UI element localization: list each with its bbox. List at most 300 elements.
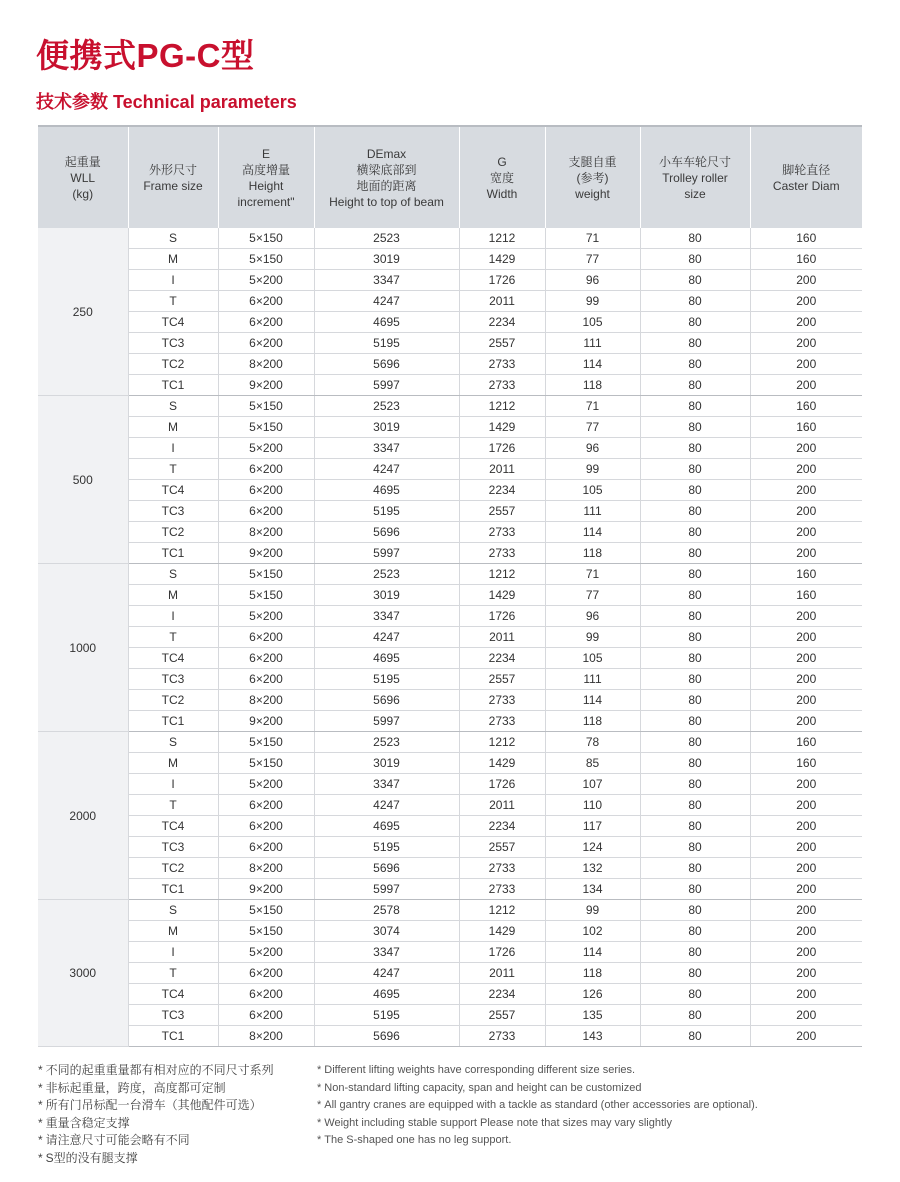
cell-weight: 118: [545, 963, 640, 984]
cell-weight: 77: [545, 585, 640, 606]
table-row: [38, 963, 862, 984]
cell-width: 2733: [459, 522, 545, 543]
cell-frame-size: I: [128, 270, 218, 291]
cell-weight: 85: [545, 753, 640, 774]
cell-frame-size: M: [128, 417, 218, 438]
cell-height-increment: 6×200: [218, 984, 314, 1005]
note-marker: *: [38, 1115, 43, 1130]
cell-demax: 5997: [314, 879, 459, 900]
cell-height-increment: 6×200: [218, 501, 314, 522]
cell-demax: 3019: [314, 753, 459, 774]
cell-trolley-roller: 80: [640, 816, 750, 837]
header-height-increment: [218, 126, 314, 228]
cell-caster-diam: 200: [750, 459, 862, 480]
cell-frame-size: TC2: [128, 690, 218, 711]
cell-trolley-roller: 80: [640, 627, 750, 648]
cell-caster-diam: 200: [750, 858, 862, 879]
cell-demax: 5696: [314, 1026, 459, 1047]
cell-frame-size: M: [128, 249, 218, 270]
table-row: [38, 774, 862, 795]
cell-weight: 135: [545, 1005, 640, 1026]
cell-height-increment: 5×150: [218, 249, 314, 270]
cell-height-increment: 5×150: [218, 753, 314, 774]
cell-caster-diam: 200: [750, 690, 862, 711]
cell-height-increment: 6×200: [218, 459, 314, 480]
cell-height-increment: 5×150: [218, 417, 314, 438]
cell-trolley-roller: 80: [640, 333, 750, 354]
cell-caster-diam: 200: [750, 438, 862, 459]
note-text: 所有门吊标配一台滑车（其他配件可选）: [45, 1098, 262, 1112]
cell-width: 1726: [459, 606, 545, 627]
cell-caster-diam: 160: [750, 417, 862, 438]
cell-weight: 117: [545, 816, 640, 837]
cell-frame-size: I: [128, 942, 218, 963]
table-row: [38, 417, 862, 438]
cell-demax: 4247: [314, 963, 459, 984]
table-row: [38, 648, 862, 669]
cell-weight: 77: [545, 417, 640, 438]
note-marker: *: [317, 1099, 322, 1111]
cell-caster-diam: 200: [750, 375, 862, 396]
table-row: [38, 837, 862, 858]
cell-frame-size: T: [128, 291, 218, 312]
cell-height-increment: 8×200: [218, 354, 314, 375]
cell-trolley-roller: 80: [640, 375, 750, 396]
header-line: E: [261, 146, 270, 161]
cell-caster-diam: 200: [750, 333, 862, 354]
cell-trolley-roller: 80: [640, 1005, 750, 1026]
table-row: [38, 942, 862, 963]
cell-width: 1726: [459, 438, 545, 459]
cell-frame-size: I: [128, 606, 218, 627]
table-header: [38, 126, 862, 228]
cell-caster-diam: 200: [750, 543, 862, 564]
cell-caster-diam: 200: [750, 942, 862, 963]
cell-trolley-roller: 80: [640, 606, 750, 627]
cell-width: 1429: [459, 921, 545, 942]
cell-wll: 3000: [38, 900, 128, 1047]
cell-trolley-roller: 80: [640, 564, 750, 585]
cell-width: 2733: [459, 543, 545, 564]
cell-height-increment: 5×150: [218, 228, 314, 249]
cell-frame-size: I: [128, 438, 218, 459]
note-marker: *: [317, 1064, 322, 1076]
cell-demax: 4695: [314, 480, 459, 501]
note-marker: *: [317, 1134, 322, 1146]
header-line: 起重量: [64, 154, 101, 169]
cell-weight: 114: [545, 942, 640, 963]
cell-demax: 2523: [314, 564, 459, 585]
table-row: [38, 900, 862, 921]
cell-demax: 3019: [314, 417, 459, 438]
cell-caster-diam: 200: [750, 606, 862, 627]
cell-frame-size: TC3: [128, 333, 218, 354]
cell-trolley-roller: 80: [640, 459, 750, 480]
cell-frame-size: S: [128, 900, 218, 921]
cell-caster-diam: 200: [750, 648, 862, 669]
cell-width: 1429: [459, 417, 545, 438]
cell-weight: 105: [545, 648, 640, 669]
note-marker: *: [317, 1081, 322, 1094]
header-line: Height to top of beam: [329, 194, 444, 209]
cell-width: 1212: [459, 564, 545, 585]
cell-height-increment: 5×150: [218, 396, 314, 417]
cell-weight: 96: [545, 438, 640, 459]
cell-width: 1726: [459, 774, 545, 795]
cell-width: 2557: [459, 669, 545, 690]
cell-caster-diam: 200: [750, 963, 862, 984]
cell-width: 1429: [459, 249, 545, 270]
cell-demax: 5997: [314, 543, 459, 564]
cell-width: 2011: [459, 459, 545, 480]
cell-weight: 118: [545, 543, 640, 564]
header-weight: [545, 126, 640, 228]
note-item: [38, 1132, 274, 1150]
header-line: 高度增量: [241, 162, 290, 177]
header-line: Trolley roller: [662, 170, 728, 185]
cell-trolley-roller: 80: [640, 354, 750, 375]
cell-trolley-roller: 80: [640, 1026, 750, 1047]
cell-caster-diam: 200: [750, 879, 862, 900]
table-body: [38, 228, 862, 1047]
cell-trolley-roller: 80: [640, 585, 750, 606]
cell-frame-size: T: [128, 627, 218, 648]
table-row: [38, 879, 862, 900]
cell-caster-diam: 160: [750, 249, 862, 270]
table-row: [38, 690, 862, 711]
cell-demax: 4695: [314, 816, 459, 837]
cell-trolley-roller: 80: [640, 921, 750, 942]
header-line: 宽度: [489, 170, 514, 185]
cell-weight: 102: [545, 921, 640, 942]
cell-weight: 77: [545, 249, 640, 270]
cell-demax: 5195: [314, 837, 459, 858]
table-row: [38, 1005, 862, 1026]
header-line: (kg): [72, 186, 94, 201]
header-line: Height: [248, 178, 284, 193]
cell-caster-diam: 200: [750, 354, 862, 375]
cell-height-increment: 9×200: [218, 879, 314, 900]
cell-demax: 3347: [314, 774, 459, 795]
cell-trolley-roller: 80: [640, 732, 750, 753]
header-line: G: [497, 154, 507, 169]
table-row: [38, 459, 862, 480]
header-trolley-roller-size: [640, 126, 750, 228]
cell-weight: 114: [545, 690, 640, 711]
cell-caster-diam: 200: [750, 837, 862, 858]
cell-width: 2011: [459, 627, 545, 648]
cell-height-increment: 8×200: [218, 858, 314, 879]
cell-demax: 5696: [314, 858, 459, 879]
table-row: [38, 270, 862, 291]
header-caster-diam: [750, 126, 862, 228]
cell-frame-size: TC4: [128, 480, 218, 501]
cell-trolley-roller: 80: [640, 291, 750, 312]
cell-trolley-roller: 80: [640, 228, 750, 249]
notes-chinese: [38, 1062, 274, 1167]
cell-width: 2234: [459, 480, 545, 501]
cell-width: 1726: [459, 942, 545, 963]
cell-frame-size: TC1: [128, 711, 218, 732]
cell-weight: 124: [545, 837, 640, 858]
cell-demax: 2578: [314, 900, 459, 921]
cell-caster-diam: 200: [750, 270, 862, 291]
cell-demax: 5195: [314, 501, 459, 522]
cell-caster-diam: 200: [750, 669, 862, 690]
cell-width: 1429: [459, 753, 545, 774]
header-line: 地面的距离: [356, 178, 417, 193]
header-row: [38, 126, 862, 228]
cell-width: 2557: [459, 333, 545, 354]
note-text: 不同的起重重量都有相对应的不同尺寸系列: [45, 1063, 274, 1077]
cell-caster-diam: 200: [750, 312, 862, 333]
header-line: WLL: [70, 170, 96, 185]
note-marker: *: [38, 1133, 43, 1147]
table-row: [38, 795, 862, 816]
table-row: [38, 501, 862, 522]
cell-width: 2011: [459, 963, 545, 984]
cell-height-increment: 6×200: [218, 837, 314, 858]
cell-demax: 5195: [314, 669, 459, 690]
cell-demax: 5195: [314, 333, 459, 354]
cell-height-increment: 6×200: [218, 312, 314, 333]
cell-frame-size: TC3: [128, 501, 218, 522]
table-row: [38, 291, 862, 312]
cell-width: 1212: [459, 228, 545, 249]
header-line: increment": [237, 194, 295, 209]
cell-height-increment: 9×200: [218, 375, 314, 396]
cell-demax: 3347: [314, 942, 459, 963]
technical-parameters-table-container: [38, 125, 862, 1047]
cell-caster-diam: 160: [750, 564, 862, 585]
cell-demax: 4247: [314, 795, 459, 816]
cell-weight: 99: [545, 900, 640, 921]
cell-frame-size: M: [128, 753, 218, 774]
cell-demax: 3347: [314, 270, 459, 291]
cell-frame-size: TC2: [128, 522, 218, 543]
cell-height-increment: 9×200: [218, 543, 314, 564]
cell-demax: 3347: [314, 438, 459, 459]
cell-frame-size: TC1: [128, 879, 218, 900]
cell-wll: 250: [38, 228, 128, 396]
cell-trolley-roller: 80: [640, 900, 750, 921]
cell-trolley-roller: 80: [640, 711, 750, 732]
table-row: [38, 543, 862, 564]
cell-width: 2557: [459, 1005, 545, 1026]
note-text: 非标起重量，跨度，高度都可定制: [45, 1080, 226, 1095]
note-marker: *: [38, 1080, 43, 1095]
cell-trolley-roller: 80: [640, 543, 750, 564]
cell-wll: 1000: [38, 564, 128, 732]
cell-caster-diam: 200: [750, 900, 862, 921]
cell-height-increment: 6×200: [218, 669, 314, 690]
cell-width: 2234: [459, 816, 545, 837]
cell-trolley-roller: 80: [640, 480, 750, 501]
cell-frame-size: I: [128, 774, 218, 795]
cell-width: 2733: [459, 711, 545, 732]
cell-caster-diam: 200: [750, 1026, 862, 1047]
cell-weight: 132: [545, 858, 640, 879]
header-line: 小车车轮尺寸: [658, 154, 731, 169]
cell-height-increment: 6×200: [218, 1005, 314, 1026]
cell-height-increment: 5×150: [218, 564, 314, 585]
cell-demax: 5696: [314, 522, 459, 543]
cell-caster-diam: 160: [750, 585, 862, 606]
cell-height-increment: 5×200: [218, 438, 314, 459]
note-item: [317, 1132, 758, 1150]
table-row: [38, 921, 862, 942]
cell-trolley-roller: 80: [640, 522, 750, 543]
cell-width: 2234: [459, 984, 545, 1005]
table-row: [38, 711, 862, 732]
cell-demax: 3074: [314, 921, 459, 942]
cell-trolley-roller: 80: [640, 249, 750, 270]
cell-caster-diam: 200: [750, 921, 862, 942]
cell-caster-diam: 200: [750, 501, 862, 522]
cell-frame-size: M: [128, 921, 218, 942]
note-item: [38, 1062, 274, 1080]
cell-caster-diam: 200: [750, 795, 862, 816]
cell-width: 2733: [459, 354, 545, 375]
cell-height-increment: 6×200: [218, 480, 314, 501]
cell-width: 1212: [459, 396, 545, 417]
cell-caster-diam: 200: [750, 1005, 862, 1026]
cell-weight: 114: [545, 354, 640, 375]
cell-trolley-roller: 80: [640, 858, 750, 879]
notes-english: [317, 1062, 758, 1150]
cell-trolley-roller: 80: [640, 837, 750, 858]
cell-height-increment: 6×200: [218, 816, 314, 837]
note-text: S型的没有腿支撑: [45, 1150, 138, 1165]
cell-trolley-roller: 80: [640, 501, 750, 522]
cell-height-increment: 5×200: [218, 942, 314, 963]
cell-trolley-roller: 80: [640, 270, 750, 291]
cell-frame-size: TC3: [128, 1005, 218, 1026]
cell-demax: 4695: [314, 648, 459, 669]
cell-frame-size: T: [128, 795, 218, 816]
cell-trolley-roller: 80: [640, 396, 750, 417]
note-marker: *: [317, 1116, 322, 1129]
cell-frame-size: S: [128, 228, 218, 249]
cell-trolley-roller: 80: [640, 648, 750, 669]
cell-width: 1429: [459, 585, 545, 606]
cell-height-increment: 5×150: [218, 921, 314, 942]
cell-caster-diam: 200: [750, 774, 862, 795]
cell-weight: 111: [545, 501, 640, 522]
cell-frame-size: TC1: [128, 375, 218, 396]
cell-trolley-roller: 80: [640, 795, 750, 816]
cell-demax: 4247: [314, 291, 459, 312]
cell-height-increment: 6×200: [218, 291, 314, 312]
cell-height-increment: 5×150: [218, 585, 314, 606]
cell-frame-size: T: [128, 459, 218, 480]
cell-caster-diam: 160: [750, 753, 862, 774]
note-item: [317, 1062, 758, 1080]
cell-frame-size: TC2: [128, 354, 218, 375]
cell-caster-diam: 200: [750, 711, 862, 732]
header-line: size: [684, 186, 706, 201]
cell-width: 2733: [459, 690, 545, 711]
header-demax: [314, 126, 459, 228]
cell-trolley-roller: 80: [640, 417, 750, 438]
cell-height-increment: 6×200: [218, 963, 314, 984]
cell-caster-diam: 160: [750, 732, 862, 753]
cell-width: 2011: [459, 795, 545, 816]
note-item: [38, 1080, 274, 1098]
cell-frame-size: TC2: [128, 858, 218, 879]
section-subtitle: 技术参数 Technical parameters: [36, 92, 297, 112]
cell-frame-size: TC4: [128, 312, 218, 333]
note-text: Weight including stable support Please note that sizes may vary slightly: [324, 1116, 672, 1129]
table-row: [38, 816, 862, 837]
cell-trolley-roller: 80: [640, 753, 750, 774]
cell-trolley-roller: 80: [640, 963, 750, 984]
cell-weight: 71: [545, 396, 640, 417]
cell-width: 2733: [459, 1026, 545, 1047]
table-row: [38, 669, 862, 690]
cell-weight: 118: [545, 711, 640, 732]
cell-frame-size: T: [128, 963, 218, 984]
header-line: weight: [575, 186, 610, 201]
cell-height-increment: 9×200: [218, 711, 314, 732]
cell-weight: 96: [545, 270, 640, 291]
cell-width: 1726: [459, 270, 545, 291]
cell-weight: 114: [545, 522, 640, 543]
cell-demax: 5997: [314, 375, 459, 396]
cell-trolley-roller: 80: [640, 669, 750, 690]
cell-frame-size: TC3: [128, 669, 218, 690]
note-marker: *: [38, 1098, 43, 1112]
cell-height-increment: 8×200: [218, 522, 314, 543]
cell-trolley-roller: 80: [640, 879, 750, 900]
table-row: [38, 627, 862, 648]
note-text: The S-shaped one has no leg support.: [324, 1134, 512, 1146]
cell-height-increment: 6×200: [218, 795, 314, 816]
table-row: [38, 753, 862, 774]
cell-demax: 2523: [314, 732, 459, 753]
cell-weight: 99: [545, 291, 640, 312]
table-row: [38, 606, 862, 627]
note-marker: *: [38, 1063, 43, 1077]
cell-weight: 99: [545, 459, 640, 480]
technical-parameters-table: [38, 125, 862, 1047]
cell-width: 2557: [459, 837, 545, 858]
cell-demax: 5696: [314, 690, 459, 711]
cell-frame-size: TC4: [128, 648, 218, 669]
note-item: [317, 1097, 758, 1115]
header-line: 横梁底部到: [356, 162, 417, 177]
cell-wll: 500: [38, 396, 128, 564]
note-text: Different lifting weights have corresponding different size series.: [324, 1064, 636, 1076]
page-title: 便携式PG-C型: [36, 37, 255, 74]
cell-demax: 5195: [314, 1005, 459, 1026]
header-line: 外形尺寸: [148, 162, 197, 177]
table-row: [38, 438, 862, 459]
cell-frame-size: S: [128, 396, 218, 417]
note-marker: *: [38, 1150, 43, 1165]
table-row: [38, 375, 862, 396]
cell-frame-size: TC1: [128, 543, 218, 564]
cell-weight: 110: [545, 795, 640, 816]
cell-height-increment: 8×200: [218, 690, 314, 711]
cell-weight: 143: [545, 1026, 640, 1047]
cell-frame-size: TC3: [128, 837, 218, 858]
cell-caster-diam: 200: [750, 984, 862, 1005]
cell-weight: 134: [545, 879, 640, 900]
cell-weight: 105: [545, 480, 640, 501]
cell-width: 2733: [459, 375, 545, 396]
cell-demax: 5696: [314, 354, 459, 375]
